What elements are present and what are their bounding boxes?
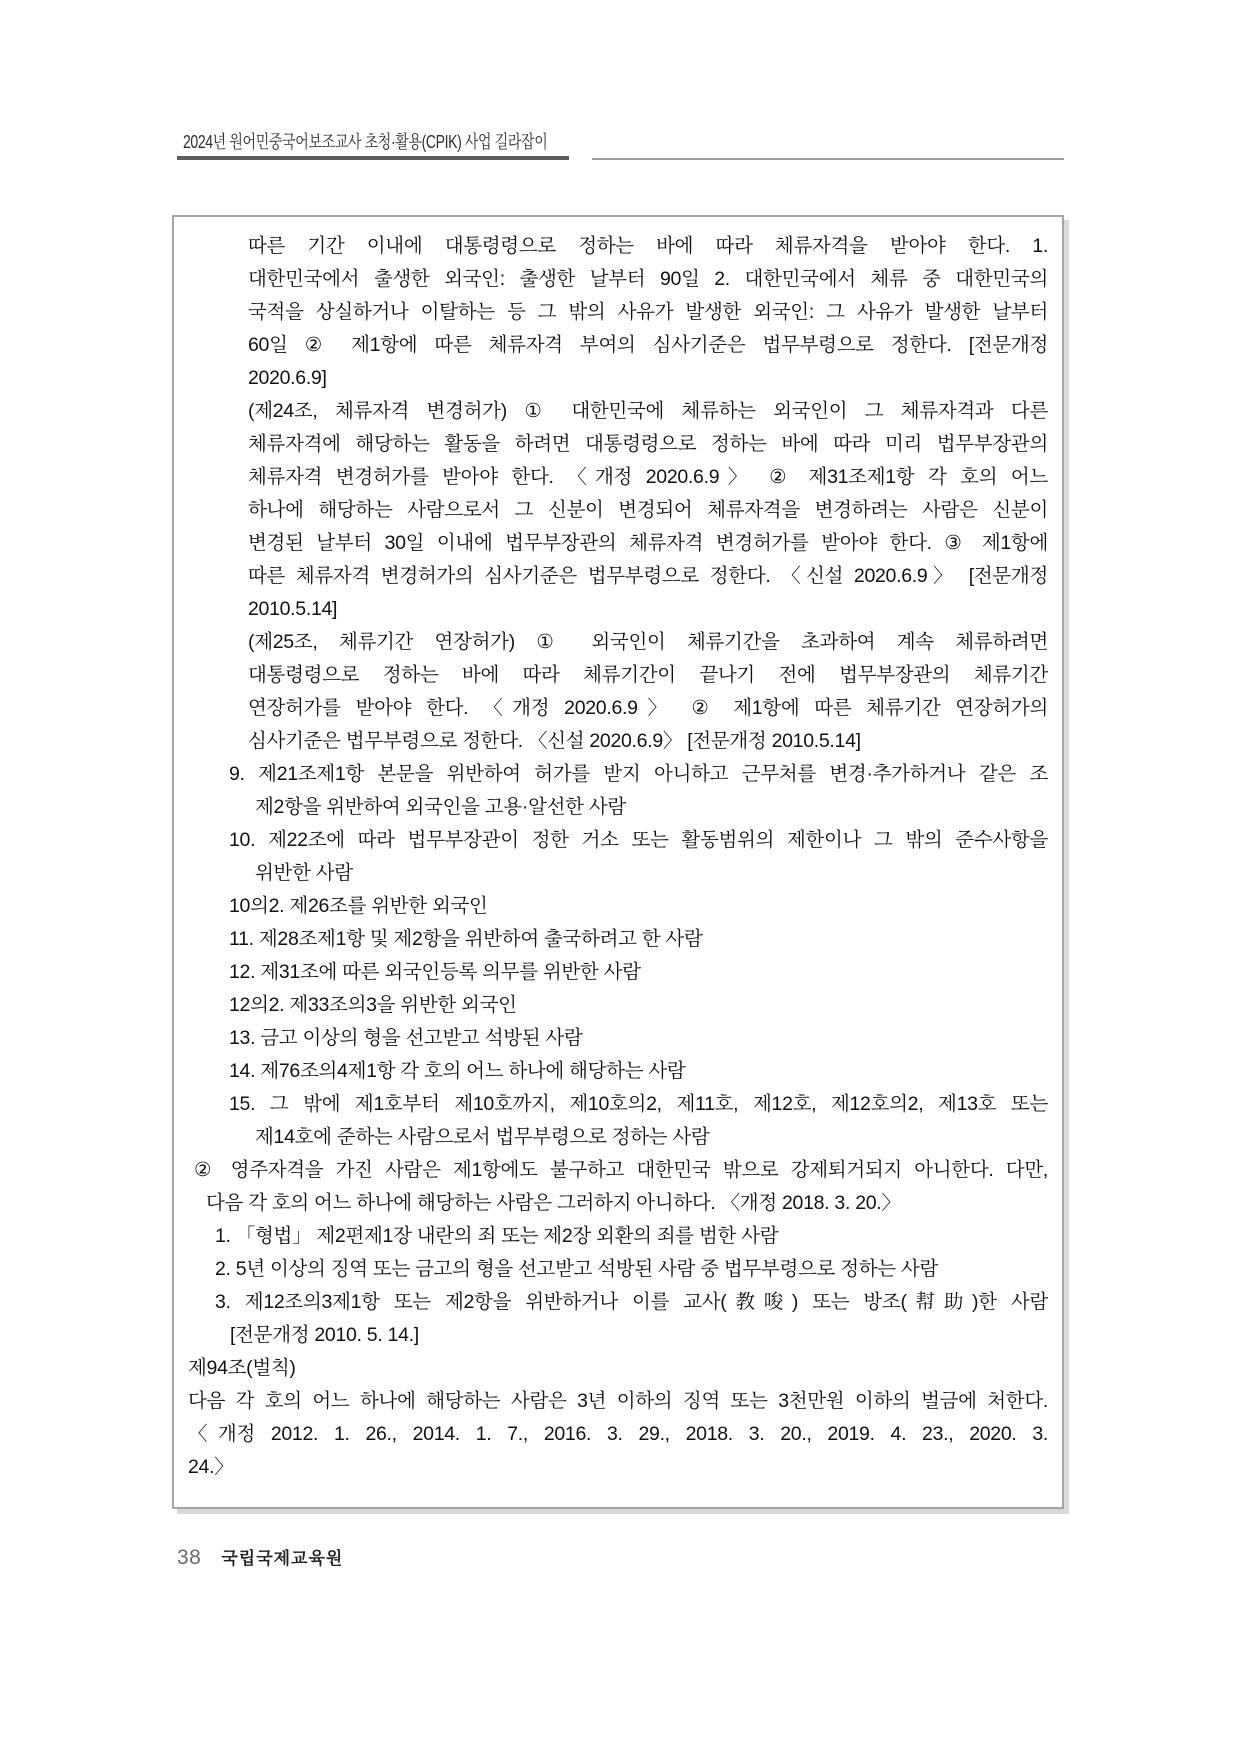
law-text-line: 12. 제31조에 따른 외국인등록 의무를 위반한 사람: [229, 961, 641, 983]
law-text-line: 13. 금고 이상의 형을 선고받고 석방된 사람: [229, 1027, 583, 1049]
law-text-line: 하나에 해당하는 사람으로서 그 신분이 변경되어 체류자격을 변경하려는 사람은 신분이: [248, 499, 1048, 521]
law-text-line: 10. 제22조에 따라 법무부장관이 정한 거소 또는 활동범위의 제한이나 그 밖의 준수사항을: [229, 829, 1048, 851]
law-text-line: 대통령령으로 정하는 바에 따라 체류기간이 끝나기 전에 법무부장관의 체류기간: [248, 664, 1048, 686]
law-text-line: 12의2. 제33조의3을 위반한 외국인: [229, 994, 517, 1016]
law-text-line: 따른 기간 이내에 대통령령으로 정하는 바에 따라 체류자격을 받아야 한다. 1.: [248, 235, 1048, 257]
header-rule-thick: [177, 156, 569, 160]
law-text-line: 제2항을 위반하여 외국인을 고용·알선한 사람: [255, 796, 626, 818]
law-text-line: [전문개정 2010. 5. 14.]: [230, 1324, 419, 1346]
law-text-line: 변경된 날부터 30일 이내에 법무부장관의 체류자격 변경허가를 받아야 한다. ③ 제1항에: [248, 532, 1048, 554]
law-text-line: 연장허가를 받아야 한다. 〈개정 2020.6.9〉 ② 제1항에 따른 체류기간 연장허가의: [248, 697, 1048, 719]
law-text-line: 24.〉: [188, 1456, 234, 1478]
page-number: 38: [177, 1546, 202, 1569]
law-text-line: 체류자격 변경허가를 받아야 한다. 〈개정 2020.6.9〉 ② 제31조제1항 각 호의 어느: [248, 466, 1048, 488]
law-text-line: 14. 제76조의4제1항 각 호의 어느 하나에 해당하는 사람: [229, 1060, 686, 1082]
law-text-line: 11. 제28조제1항 및 제2항을 위반하여 출국하려고 한 사람: [229, 928, 703, 950]
law-text-line: 다음 각 호의 어느 하나에 해당하는 사람은 3년 이하의 징역 또는 3천만원 이하의 벌금에 처한다.: [188, 1390, 1048, 1412]
law-text-line: 2. 5년 이상의 징역 또는 금고의 형을 선고받고 석방된 사람 중 법무부령으로 정하는 사람: [215, 1258, 938, 1280]
law-text-line: 1. 「형법」 제2편제1장 내란의 죄 또는 제2장 외환의 죄를 범한 사람: [215, 1225, 779, 1247]
law-text-line: 3. 제12조의3제1항 또는 제2항을 위반하거나 이를 교사(教唆) 또는 방조(幇助)한 사람: [215, 1291, 1048, 1313]
document-header-title: 2024년 원어민중국어보조교사 초청·활용(CPIK) 사업 길라잡이: [183, 132, 548, 152]
law-text-line: 대한민국에서 출생한 외국인: 출생한 날부터 90일 2. 대한민국에서 체류 중 대한민국의: [248, 268, 1048, 290]
law-text-line: 60일 ② 제1항에 따른 체류자격 부여의 심사기준은 법무부령으로 정한다. [전문개정: [248, 334, 1048, 356]
law-text-line: (제25조, 체류기간 연장허가) ① 외국인이 체류기간을 초과하여 계속 체류하려면: [248, 631, 1048, 653]
law-text-line: (제24조, 체류자격 변경허가) ① 대한민국에 체류하는 외국인이 그 체류자격과 다른: [248, 400, 1048, 422]
law-text-line: 위반한 사람: [255, 862, 353, 884]
law-text-line: 2020.6.9]: [248, 367, 327, 389]
law-text-line: 따른 체류자격 변경허가의 심사기준은 법무부령으로 정한다. 〈신설 2020.6.9〉 [전문개정: [248, 565, 1048, 587]
law-text-line: 제94조(벌칙): [188, 1357, 296, 1379]
law-text-line: ② 영주자격을 가진 사람은 제1항에도 불구하고 대한민국 밖으로 강제퇴거되지 아니한다. 다만,: [194, 1159, 1048, 1181]
page-footer: [177, 1544, 343, 1570]
law-text-line: 〈개정 2012. 1. 26., 2014. 1. 7., 2016. 3. 29., 2018. 3. 20., 2019. 4. 23., 2020. 3.: [188, 1423, 1048, 1445]
law-text-line: 10의2. 제26조를 위반한 외국인: [229, 895, 488, 917]
law-text-line: 다음 각 호의 어느 하나에 해당하는 사람은 그러하지 아니하다. 〈개정 2018. 3. 20.〉: [206, 1192, 901, 1214]
law-text-line: 체류자격에 해당하는 활동을 하려면 대통령령으로 정하는 바에 따라 미리 법무부장관의: [248, 433, 1048, 455]
law-text-line: 제14호에 준하는 사람으로서 법무부령으로 정하는 사람: [255, 1126, 710, 1148]
law-text-line: 15. 그 밖에 제1호부터 제10호까지, 제10호의2, 제11호, 제12호, 제12호의2, 제13호 또는: [229, 1093, 1048, 1115]
law-text-box: [172, 215, 1064, 1509]
publisher-name: 국립국제교육원: [221, 1549, 344, 1568]
law-text-line: 2010.5.14]: [248, 598, 338, 620]
law-text-line: 심사기준은 법무부령으로 정한다. 〈신설 2020.6.9〉 [전문개정 2010.5.14]: [248, 730, 861, 752]
law-text-line: 9. 제21조제1항 본문을 위반하여 허가를 받지 아니하고 근무처를 변경·추가하거나 같은 조: [229, 763, 1048, 785]
header-rule-thin: [592, 158, 1064, 160]
law-text-line: 국적을 상실하거나 이탈하는 등 그 밖의 사유가 발생한 외국인: 그 사유가 발생한 날부터: [248, 301, 1048, 323]
